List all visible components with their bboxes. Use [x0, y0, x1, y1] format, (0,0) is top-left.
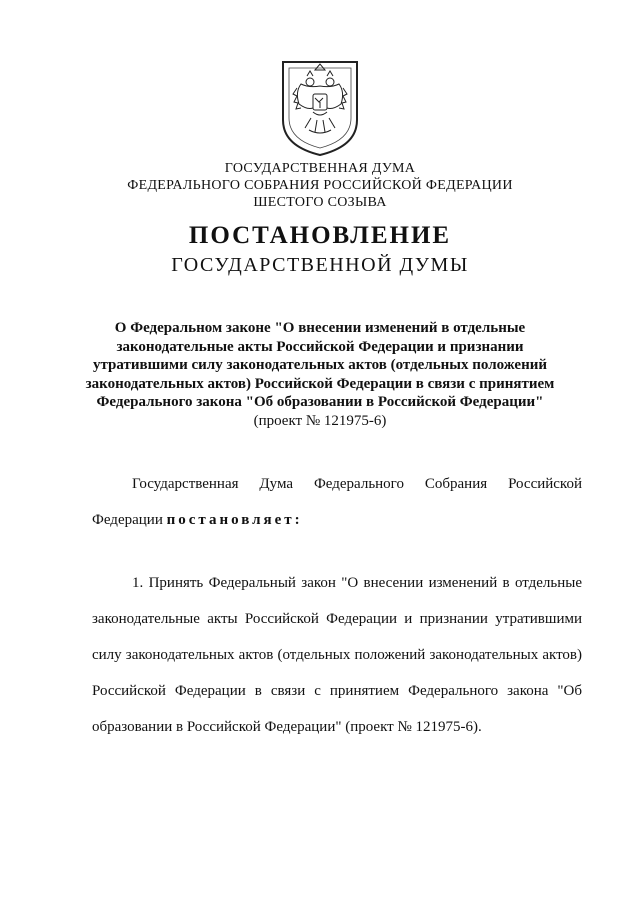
subject-line-2: законодательные акты Российской Федерации и признании — [116, 338, 524, 355]
decree-item-1 — [92, 565, 582, 745]
decree-item-1-text: 1. Принять Федеральный закон "О внесении изменений в отдельные законодательные акты Российской Федерации и признании утратившими силу законодательных актов (отдельных положений законодательных актов) Российской Федерации в связи с принятием Федерального закона "Об образовании в Российской Федерации" (проект № 121975-6). — [92, 575, 582, 735]
coat-of-arms-icon — [279, 58, 361, 158]
preamble-line-2-start: Федерации — [92, 512, 167, 528]
subject-line-3: утратившими силу законодательных актов (отдельных положений — [92, 357, 548, 373]
subject-line-5: Федерального закона "Об образовании в Российской Федерации" — [96, 394, 544, 410]
document-title: ПОСТАНОВЛЕНИЕ — [188, 222, 452, 249]
decrees-word: постановляет: — [166, 512, 303, 528]
subject-line-4: законодательных актов) Российской Федерации в связи с принятием — [85, 375, 555, 392]
issuer-line-1: ГОСУДАРСТВЕННАЯ ДУМА — [224, 161, 416, 176]
preamble-line-2 — [92, 512, 582, 529]
project-number: (проект № 121975-6) — [253, 412, 387, 429]
document-subtitle: ГОСУДАРСТВЕННОЙ ДУМЫ — [171, 254, 469, 276]
preamble-line-1: Государственная Дума Федерального Собрания Российской — [132, 476, 582, 492]
document-subject — [80, 319, 560, 430]
issuer-line-2: ФЕДЕРАЛЬНОГО СОБРАНИЯ РОССИЙСКОЙ ФЕДЕРАЦИИ — [127, 178, 513, 193]
issuer-line-3: ШЕСТОГО СОЗЫВА — [253, 195, 387, 210]
issuer-header — [0, 160, 640, 211]
subject-line-1: О Федеральном законе "О внесении изменений в отдельные — [114, 320, 526, 336]
